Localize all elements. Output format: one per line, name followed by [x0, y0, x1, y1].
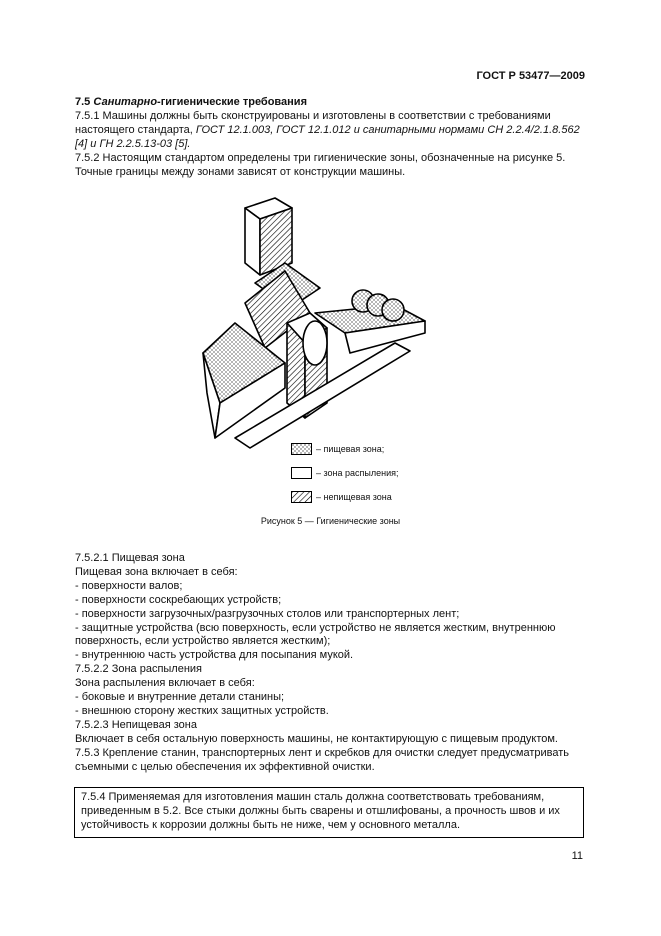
section-heading: 7.5 Санитарно-гигиенические требования	[75, 96, 307, 108]
food-item: - поверхности валов;	[75, 579, 183, 592]
spray-zone-intro: Зона распыления включает в себя:	[75, 677, 255, 690]
hopper-left	[245, 208, 260, 275]
legend-nonfood-zone: – непищевая зона	[291, 491, 399, 503]
paragraph-7-5-2-note: Точные границы между зонами зависят от конструкции машины.	[75, 165, 406, 178]
page-number: 11	[571, 850, 583, 862]
legend-spray-zone: – зона распыления;	[291, 467, 399, 479]
section-7-5	[75, 96, 585, 179]
zones-section	[75, 552, 585, 775]
paragraph-7-5-2: 7.5.2 Настоящим стандартом определены три гигиенические зоны, обозначенные на рисунке 5.	[75, 151, 566, 164]
document-header: ГОСТ Р 53477—2009	[476, 70, 585, 82]
column-opening	[303, 321, 327, 365]
hygiene-zones-figure	[195, 193, 455, 453]
boxed-paragraph-7-5-4: 7.5.4 Применяемая для изготовления машин сталь должна соответствовать требованиям, приведенным в 5.2. Все стыки должны быть сварены и отшлифованы, а прочность швов и их устойчивость к коррозии должны быть не ниже, чем у основного металла.	[74, 787, 584, 838]
food-zone-intro: Пищевая зона включает в себя:	[75, 565, 238, 578]
hatched-swatch-icon	[291, 491, 312, 503]
blank-swatch-icon	[291, 467, 312, 479]
spray-item: - боковые и внутренние детали станины;	[75, 691, 285, 704]
roller-3	[382, 299, 404, 321]
heading-7-5-2-2: 7.5.2.2 Зона распыления	[75, 663, 203, 676]
heading-7-5-2-1: 7.5.2.1 Пищевая зона	[75, 552, 185, 564]
food-item: - поверхности загрузочных/разгрузочных столов или транспортерных лент;	[75, 607, 460, 620]
figure-legend	[291, 443, 399, 515]
nonfood-zone-text: Включает в себя остальную поверхность машины, не контактирующую с пищевым продуктом.	[75, 732, 558, 745]
food-item: - поверхности соскребающих устройств;	[75, 593, 282, 606]
food-item: - внутреннюю часть устройства для посыпания мукой.	[75, 649, 354, 662]
spray-item: - внешнюю сторону жестких защитных устройств.	[75, 704, 329, 717]
figure-caption: Рисунок 5 — Гигиенические зоны	[260, 516, 401, 526]
dotted-swatch-icon	[291, 443, 312, 455]
legend-food-zone: – пищевая зона;	[291, 443, 399, 455]
heading-7-5-2-3: 7.5.2.3 Непищевая зона	[75, 718, 197, 731]
paragraph-7-5-1: 7.5.1 Машины должны быть сконструированы и изготовлены в соответствии с требованиями настоящего стандарта, ГОСТ 12.1.003, ГОСТ 12.1.012 и санитарными нормами СН 2.2.4/2.1.8.562 [4] и ГН 2.2.5.13-03 [5].	[75, 109, 580, 150]
paragraph-7-5-3: 7.5.3 Крепление станин, транспортерных лент и скребков для очистки следует предусматривать съемными с целью обеспечения их эффективной очистки.	[75, 746, 569, 773]
food-item: - защитные устройства (всю поверхность, если устройство не является жестким, внутреннюю поверхность, если устройство является жестким);	[75, 621, 556, 648]
